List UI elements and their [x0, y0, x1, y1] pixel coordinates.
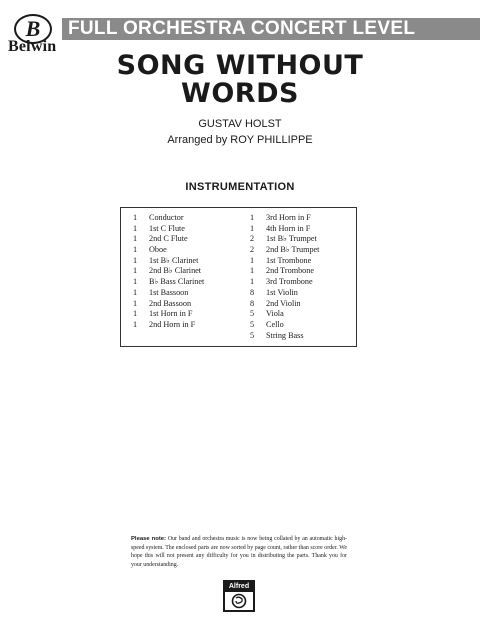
instrument-row — [250, 234, 319, 245]
instrument-quantity: 5 — [250, 330, 255, 340]
note-label: Please note: — [131, 536, 167, 542]
instrument-name: B♭ Bass Clarinet — [149, 277, 205, 287]
instrument-quantity: 1 — [250, 277, 255, 287]
instrument-name: 1st Trombone — [266, 255, 312, 265]
collation-note — [131, 535, 347, 569]
instrument-row — [250, 320, 319, 331]
instrument-quantity: 1 — [133, 309, 138, 319]
instrumentation-column-left — [133, 213, 204, 331]
instrument-row — [133, 320, 204, 331]
instrument-quantity: 8 — [250, 287, 255, 297]
instrument-row — [133, 266, 204, 277]
instrument-quantity: 1 — [250, 266, 255, 276]
instrument-name: 1st Bassoon — [149, 287, 189, 297]
instrument-quantity: 1 — [250, 213, 255, 222]
instrumentation-box — [120, 207, 357, 347]
instrument-name: 1st Horn in F — [149, 309, 193, 319]
instrument-quantity: 1 — [133, 245, 138, 255]
instrument-row — [250, 309, 319, 320]
instrument-row — [133, 299, 204, 310]
instrument-quantity: 1 — [250, 223, 255, 233]
instrument-row — [133, 277, 204, 288]
instrument-name: 2nd B♭ Clarinet — [149, 266, 202, 276]
instrument-quantity: 1 — [133, 298, 138, 308]
alfred-logo-text: Alfred — [225, 582, 253, 592]
series-banner: FULL ORCHESTRA CONCERT LEVEL — [62, 18, 480, 40]
instrument-quantity: 1 — [133, 223, 138, 233]
instrument-row — [133, 213, 204, 224]
instrument-name: 2nd Violin — [266, 298, 301, 308]
note-text: Our band and orchestra music is now being collated by an automatic high-speed system. The enclosed parts are now sorted by page count, rather than score order. We hope this will not present any difficulty for you in distributing the parts. Thank you for your understanding. — [131, 536, 347, 568]
instrument-row — [133, 309, 204, 320]
song-title — [0, 52, 480, 108]
instrumentation-column-right — [250, 213, 319, 341]
instrument-row — [250, 277, 319, 288]
instrument-name: Oboe — [149, 245, 167, 255]
instrument-row — [250, 256, 319, 267]
alfred-logo — [223, 580, 255, 612]
instrument-quantity: 1 — [133, 287, 138, 297]
instrument-quantity: 1 — [133, 277, 138, 287]
instrument-name: Cello — [266, 319, 284, 329]
instrument-row — [133, 245, 204, 256]
instrument-name: 4th Horn in F — [266, 223, 311, 233]
instrument-quantity: 1 — [250, 255, 255, 265]
instrument-name: 2nd Bassoon — [149, 298, 192, 308]
alfred-logo-icon — [228, 593, 250, 609]
belwin-logo-name: Belwin — [8, 38, 57, 55]
instrument-name: 3rd Trombone — [266, 277, 313, 287]
composer-name: GUSTAV HOLST — [198, 118, 282, 130]
song-title-line-1: SONG WITHOUT — [116, 50, 364, 81]
instrument-row — [133, 288, 204, 299]
instrument-row — [250, 245, 319, 256]
instrument-quantity: 1 — [133, 255, 138, 265]
instrument-row — [133, 224, 204, 235]
instrument-name: Viola — [266, 309, 284, 319]
instrumentation-heading: INSTRUMENTATION — [185, 181, 295, 193]
instrument-quantity: 2 — [250, 245, 255, 255]
instrument-quantity: 1 — [133, 266, 138, 276]
instrument-quantity: 5 — [250, 319, 255, 329]
instrument-row — [250, 213, 319, 224]
instrument-name: 2nd Trombone — [266, 266, 314, 276]
instrument-name: 1st B♭ Clarinet — [149, 255, 199, 265]
belwin-logo-letter: B — [25, 16, 41, 41]
instrument-quantity: 5 — [250, 309, 255, 319]
instrument-row — [250, 288, 319, 299]
instrument-name: 1st B♭ Trumpet — [266, 234, 317, 244]
instrument-name: 2nd Horn in F — [149, 319, 196, 329]
instrument-quantity: 1 — [133, 319, 138, 329]
instrument-name: 2nd C Flute — [149, 234, 188, 244]
instrument-name: 1st C Flute — [149, 223, 185, 233]
instrument-row — [250, 299, 319, 310]
arranger-credit: Arranged by ROY PHILLIPPE — [167, 134, 313, 146]
instrument-row — [133, 256, 204, 267]
instrument-name: 1st Violin — [266, 287, 298, 297]
instrument-quantity: 1 — [133, 213, 138, 222]
instrument-name: Conductor — [149, 213, 184, 222]
instrument-quantity: 2 — [250, 234, 255, 244]
instrument-quantity: 8 — [250, 298, 255, 308]
instrument-row — [250, 224, 319, 235]
instrument-name: 3rd Horn in F — [266, 213, 311, 222]
instrument-name: 2nd B♭ Trumpet — [266, 245, 320, 255]
instrument-name: String Bass — [266, 330, 304, 340]
instrument-row — [250, 331, 319, 342]
song-title-line-2: WORDS — [181, 78, 299, 109]
instrument-row — [133, 234, 204, 245]
instrument-quantity: 1 — [133, 234, 138, 244]
instrument-row — [250, 266, 319, 277]
